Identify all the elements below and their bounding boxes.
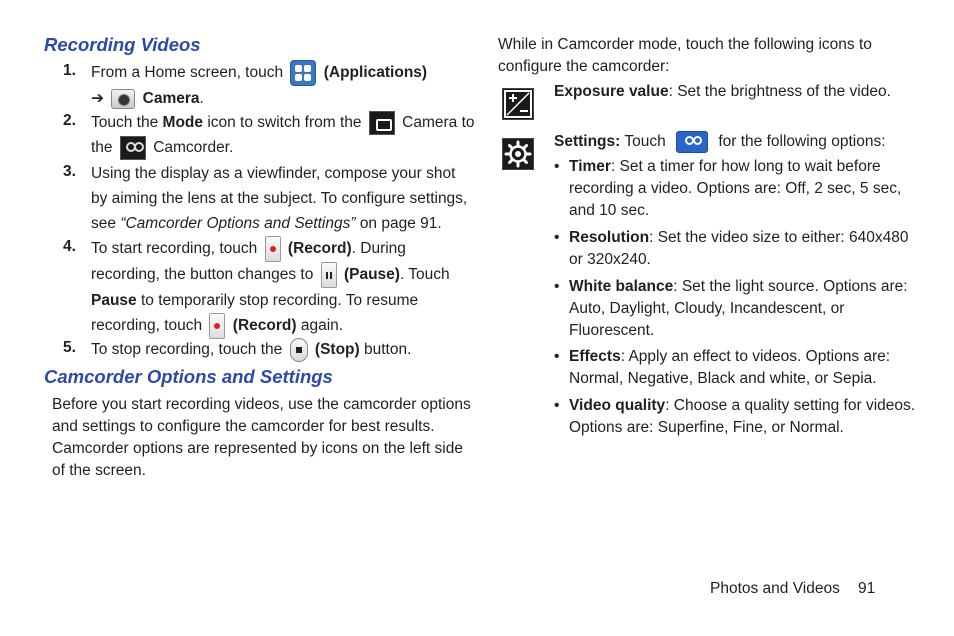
paragraph-line: of the screen.: [52, 462, 146, 479]
bullet-line: Normal, Negative, Black and white, or Sepia.: [569, 370, 877, 387]
paragraph-line: Camcorder options are represented by icons on the left side: [52, 440, 463, 457]
bullet-text: [569, 395, 915, 439]
text: recording, the button changes to: [91, 266, 314, 284]
bullet-line: [569, 156, 901, 178]
applications-label: (Applications): [323, 64, 428, 82]
bullet-dot: •: [554, 348, 560, 365]
bullet-text: [569, 156, 901, 222]
section-heading-recording-videos: Recording Videos: [44, 34, 201, 55]
text: to temporarily stop recording. To resume: [140, 292, 419, 309]
text: for the following options:: [718, 133, 886, 151]
bullet-line: recording a video. Options are: Off, 2 sec, 5 sec,: [569, 180, 902, 197]
bullet-line: [569, 346, 890, 368]
step-text: [91, 110, 475, 160]
text: icon to switch from the: [207, 114, 362, 131]
paragraph-line: configure the camcorder:: [498, 58, 670, 75]
option-name: Video quality: [569, 397, 666, 414]
text: : Set the brightness of the video.: [668, 83, 891, 100]
text: on page 91.: [359, 215, 442, 232]
option-line: [554, 131, 886, 153]
text: recording, touch: [91, 317, 203, 335]
arrow-icon: ➔: [91, 90, 104, 107]
step-line: [91, 262, 456, 288]
step-line: [91, 337, 456, 362]
camcorder-icon: [120, 136, 146, 160]
text: : Set the video size to either: 640x480: [649, 229, 909, 246]
footer-section-title: Photos and Videos: [710, 580, 840, 597]
text: : Choose a quality setting for videos.: [665, 397, 916, 414]
bullet-line: [569, 276, 908, 298]
cross-reference-link[interactable]: “Camcorder Options and Settings”: [120, 215, 356, 232]
text: Touch: [624, 133, 666, 151]
record-label: (Record): [232, 317, 297, 335]
right-intro: [498, 34, 872, 78]
camera-mode-icon: [369, 111, 395, 135]
bullet-text: [569, 276, 908, 342]
text: .: [199, 90, 204, 107]
camera-label: Camera: [142, 90, 200, 107]
step-line: Using the display as a viewfinder, compose your shot: [91, 165, 456, 182]
step-line: [91, 86, 456, 111]
text: To start recording, touch: [91, 240, 258, 258]
mode-label: Mode: [162, 114, 203, 131]
step-line: [91, 135, 456, 160]
option-name: Timer: [569, 158, 611, 175]
bullet-line: Options are: Superfine, Fine, or Normal.: [569, 419, 844, 436]
exposure-value-icon: [502, 88, 534, 120]
stop-label: (Stop): [314, 341, 360, 358]
step-line: [91, 313, 456, 339]
text: From a Home screen, touch: [91, 64, 284, 82]
bullet-text: [569, 346, 890, 390]
pause-label: Pause: [91, 292, 137, 309]
step-number: 4.: [63, 238, 76, 255]
stop-icon: [290, 338, 308, 362]
text: . During: [351, 240, 406, 258]
record-icon: [209, 313, 225, 339]
paragraph-line: and settings to configure the camcorder for best results.: [52, 418, 435, 435]
page-number: 91: [858, 580, 876, 597]
bullet-text: [569, 227, 908, 271]
step-number: 5.: [63, 339, 76, 356]
exposure-label: Exposure value: [554, 83, 669, 100]
bullet-line: Fluorescent.: [569, 322, 655, 339]
option-name: Resolution: [569, 229, 650, 246]
step-text: [91, 337, 456, 362]
bullet-line: and 10 sec.: [569, 202, 650, 219]
section-heading-camcorder-options: Camcorder Options and Settings: [44, 366, 333, 387]
pause-label: (Pause): [343, 266, 400, 284]
camera-icon: [111, 89, 135, 109]
camcorder-settings-icon: [676, 131, 708, 153]
paragraph-line: While in Camcorder mode, touch the following icons to: [498, 36, 872, 53]
step-number: 3.: [63, 163, 76, 180]
step-text: [91, 161, 468, 236]
text: the: [91, 139, 113, 156]
settings-label: Settings:: [554, 133, 621, 151]
intro-paragraph: [52, 394, 471, 482]
text: Camcorder.: [153, 139, 234, 156]
step-line: [91, 211, 456, 236]
bullet-dot: •: [554, 278, 560, 295]
bullet-dot: •: [554, 229, 560, 246]
bullet-dot: •: [554, 158, 560, 175]
text: Camera to: [402, 114, 475, 131]
bullet-line: Auto, Daylight, Cloudy, Incandescent, or: [569, 300, 845, 317]
record-icon: [265, 236, 281, 262]
bullet-line: [569, 395, 915, 417]
text: : Set a timer for how long to wait before: [610, 158, 881, 175]
step-number: 2.: [63, 112, 76, 129]
bullet-line: or 320x240.: [569, 251, 651, 268]
option-name: Effects: [569, 348, 621, 365]
text: again.: [300, 317, 344, 335]
bullet-dot: •: [554, 397, 560, 414]
settings-gear-icon: [502, 138, 534, 170]
paragraph-line: Before you start recording videos, use the camcorder options: [52, 396, 471, 413]
step-text: [91, 236, 456, 339]
step-number: 1.: [63, 62, 76, 79]
text: . Touch: [399, 266, 450, 284]
record-label: (Record): [287, 240, 352, 258]
step-line: by aiming the lens at the subject. To configure settings,: [91, 190, 468, 207]
bullet-line: [569, 227, 908, 249]
step-text: [91, 60, 456, 111]
step-line: [91, 288, 456, 313]
step-line: [91, 110, 475, 135]
text: : Apply an effect to videos. Options are:: [620, 348, 891, 365]
text: button.: [364, 341, 412, 358]
text: To stop recording, touch the: [91, 341, 283, 358]
text: Touch the: [91, 114, 159, 131]
option-name: White balance: [569, 278, 674, 295]
text: see: [91, 215, 116, 232]
option-line: [554, 81, 891, 103]
applications-icon: [290, 60, 316, 86]
step-line: [91, 236, 456, 262]
text: : Set the light source. Options are:: [673, 278, 908, 295]
pause-icon: [321, 262, 337, 288]
step-line: [91, 60, 456, 86]
